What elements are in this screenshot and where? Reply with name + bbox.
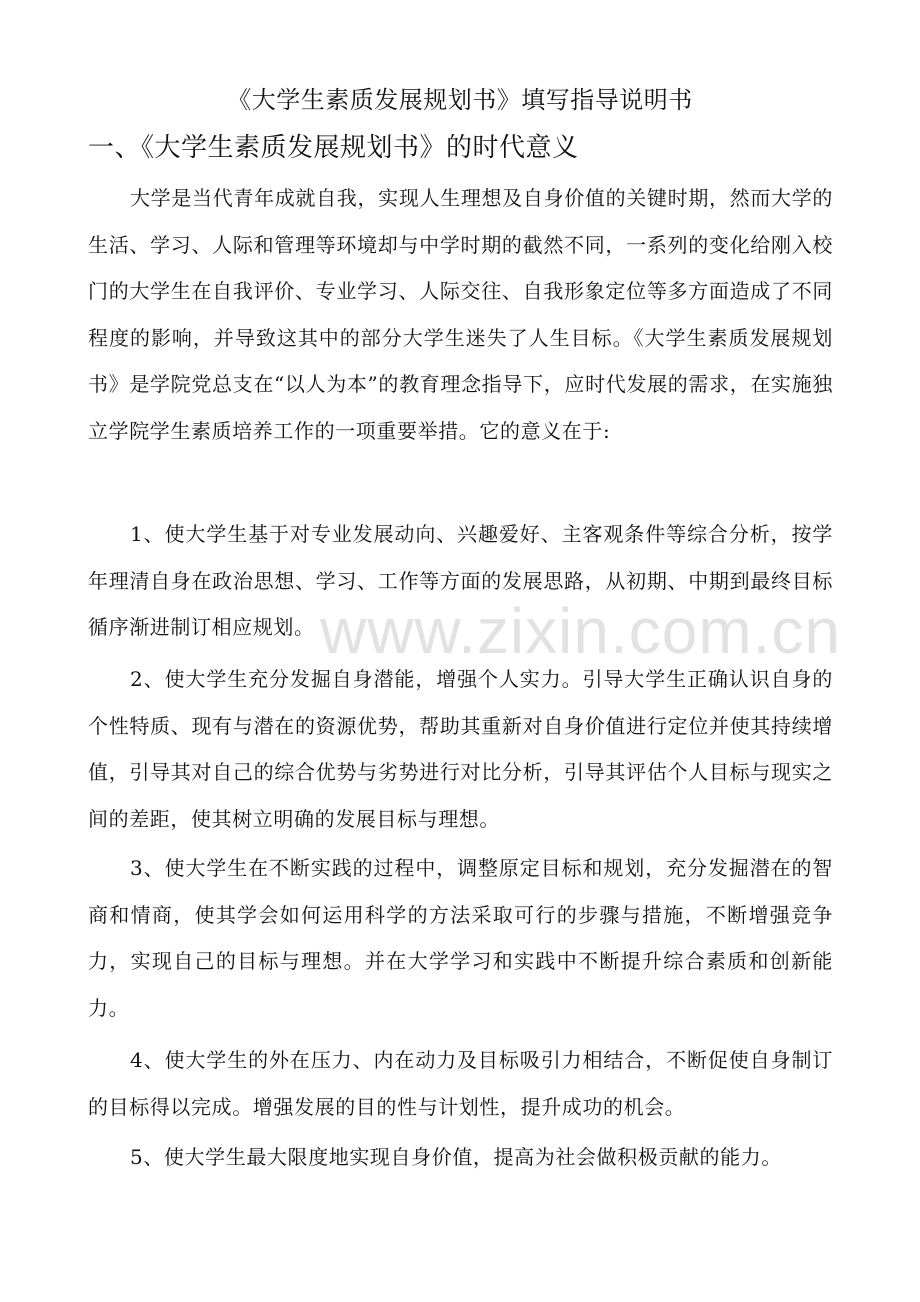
- list-item-3: 3、使大学生在不断实践的过程中，调整原定目标和规划，充分发掘潜在的智商和情商，使其学会如何运用科学的方法采取可行的步骤与措施，不断增强竞争力，实现自己的目标与理想。并在大学学习和实践中不断提升综合素质和创新能力。: [88, 856, 833, 1020]
- list-item-4: 4、使大学生的外在压力、内在动力及目标吸引力相结合，不断促使自身制订的目标得以完成。增强发展的目的性与计划性，提升成功的机会。: [88, 1048, 833, 1119]
- document-title: 《大学生素质发展规划书》填写指导说明书: [227, 86, 693, 114]
- list-item-5: 5、使大学生最大限度地实现自身价值，提高为社会做积极贡献的能力。: [130, 1145, 782, 1169]
- section-heading: 一、《大学生素质发展规划书》的时代意义: [88, 133, 579, 163]
- list-item-1: 1、使大学生基于对专业发展动向、兴趣爱好、主客观条件等综合分析，按学年理清自身在政治思想、学习、工作等方面的发展思路，从初期、中期到最终目标循序渐进制订相应规划。: [88, 522, 833, 639]
- list-item-2: 2、使大学生充分发掘自身潜能，增强个人实力。引导大学生正确认识自身的个性特质、现有与潜在的资源优势，帮助其重新对自身价值进行定位并使其持续增值，引导其对自己的综合优势与劣势进行对比分析，引导其评估个人目标与现实之间的差距，使其树立明确的发展目标与理想。: [88, 667, 833, 831]
- intro-paragraph: 大学是当代青年成就自我，实现人生理想及自身价值的关键时期，然而大学的生活、学习、人际和管理等环境却与中学时期的截然不同，一系列的变化给刚入校门的大学生在自我评价、专业学习、人际交往、自我形象定位等多方面造成了不同程度的影响，并导致这其中的部分大学生迷失了人生目标。《大学生素质发展规划书》是学院党总支在“以人为本”的教育理念指导下，应时代发展的需求，在实施独立学院学生素质培养工作的一项重要举措。它的意义在于:: [88, 186, 833, 443]
- watermark: www.zixin.com.cn: [320, 595, 841, 667]
